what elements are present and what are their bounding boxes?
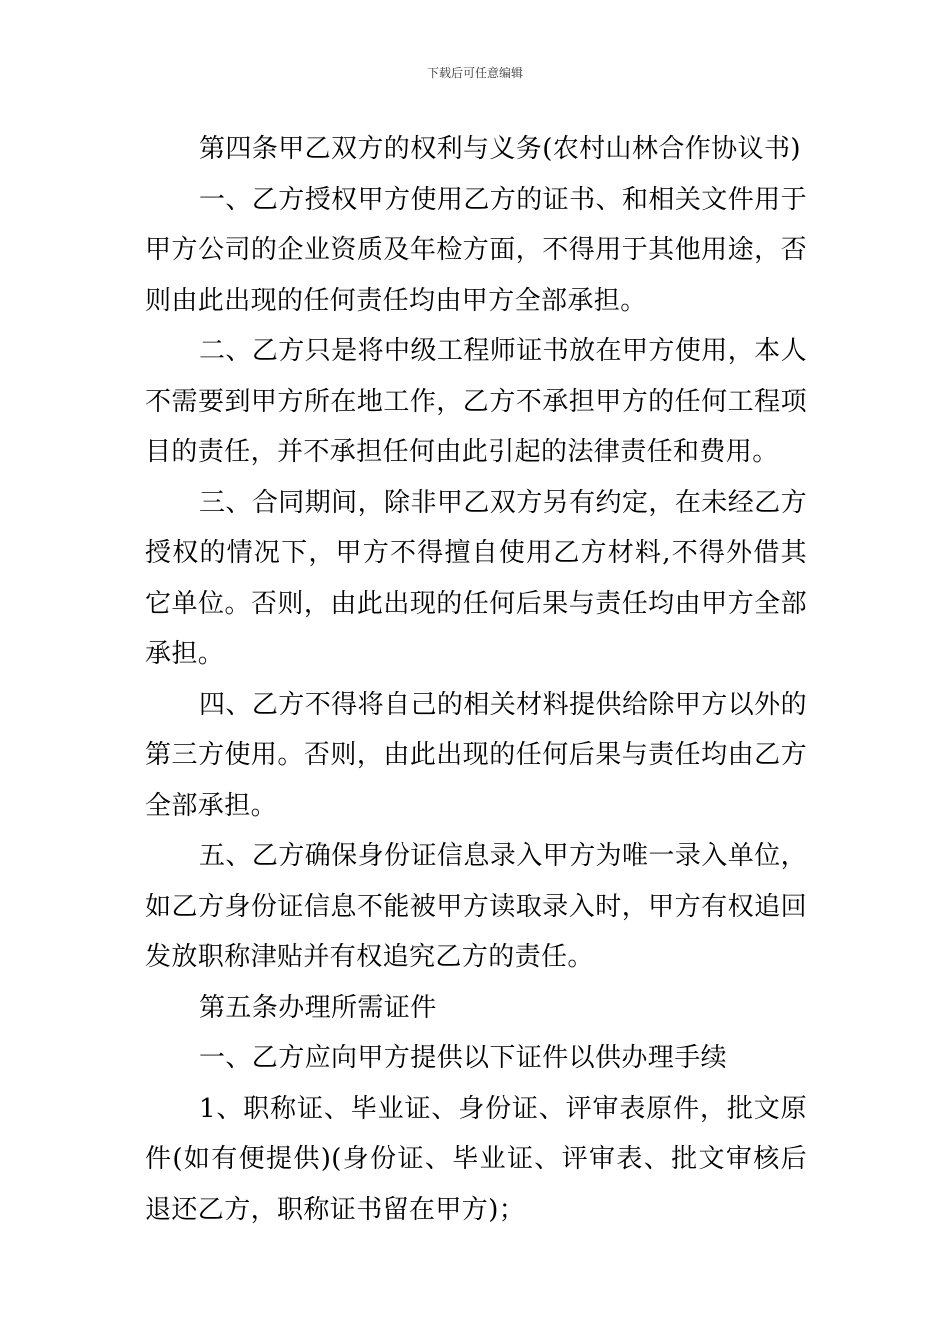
page-header-note: 下载后可任意编辑 xyxy=(426,66,523,80)
article-4-clause-3: 三、合同期间，除非甲乙双方另有约定，在未经乙方授权的情况下，甲方不得擅自使用乙方材料,不得外借其它单位。否则，由此出现的任何后果与责任均由甲方全部承担。 xyxy=(145,487,807,669)
article-4-clause-4: 四、乙方不得将自己的相关材料提供给除甲方以外的第三方使用。否则，由此出现的任何后果与责任均由乙方全部承担。 xyxy=(145,689,807,821)
document-body xyxy=(145,124,807,1235)
article-5-clause-1: 一、乙方应向甲方提供以下证件以供办理手续 xyxy=(199,1043,728,1073)
article-4-clause-5: 五、乙方确保身份证信息录入甲方为唯一录入单位，如乙方身份证信息不能被甲方读取录入时，甲方有权追回发放职称津贴并有权追究乙方的责任。 xyxy=(145,841,807,972)
article-4-clause-1: 一、乙方授权甲方使用乙方的证书、和相关文件用于甲方公司的企业资质及年检方面，不得用于其他用途，否则由此出现的任何责任均由甲方全部承担。 xyxy=(145,184,807,316)
article-4-clause-2: 二、乙方只是将中级工程师证书放在甲方使用，本人不需要到甲方所在地工作，乙方不承担甲方的任何工程项目的责任，并不承担任何由此引起的法律责任和费用。 xyxy=(145,336,807,467)
article-5-item-1: 1、职称证、毕业证、身份证、评审表原件，批文原件(如有便提供)(身份证、毕业证、评审表、批文审核后退还乙方，职称证书留在甲方)； xyxy=(145,1093,807,1225)
article-5-heading: 第五条办理所需证件 xyxy=(199,992,437,1023)
article-4-heading: 第四条甲乙双方的权利与义务(农村山林合作协议书) xyxy=(199,134,801,164)
